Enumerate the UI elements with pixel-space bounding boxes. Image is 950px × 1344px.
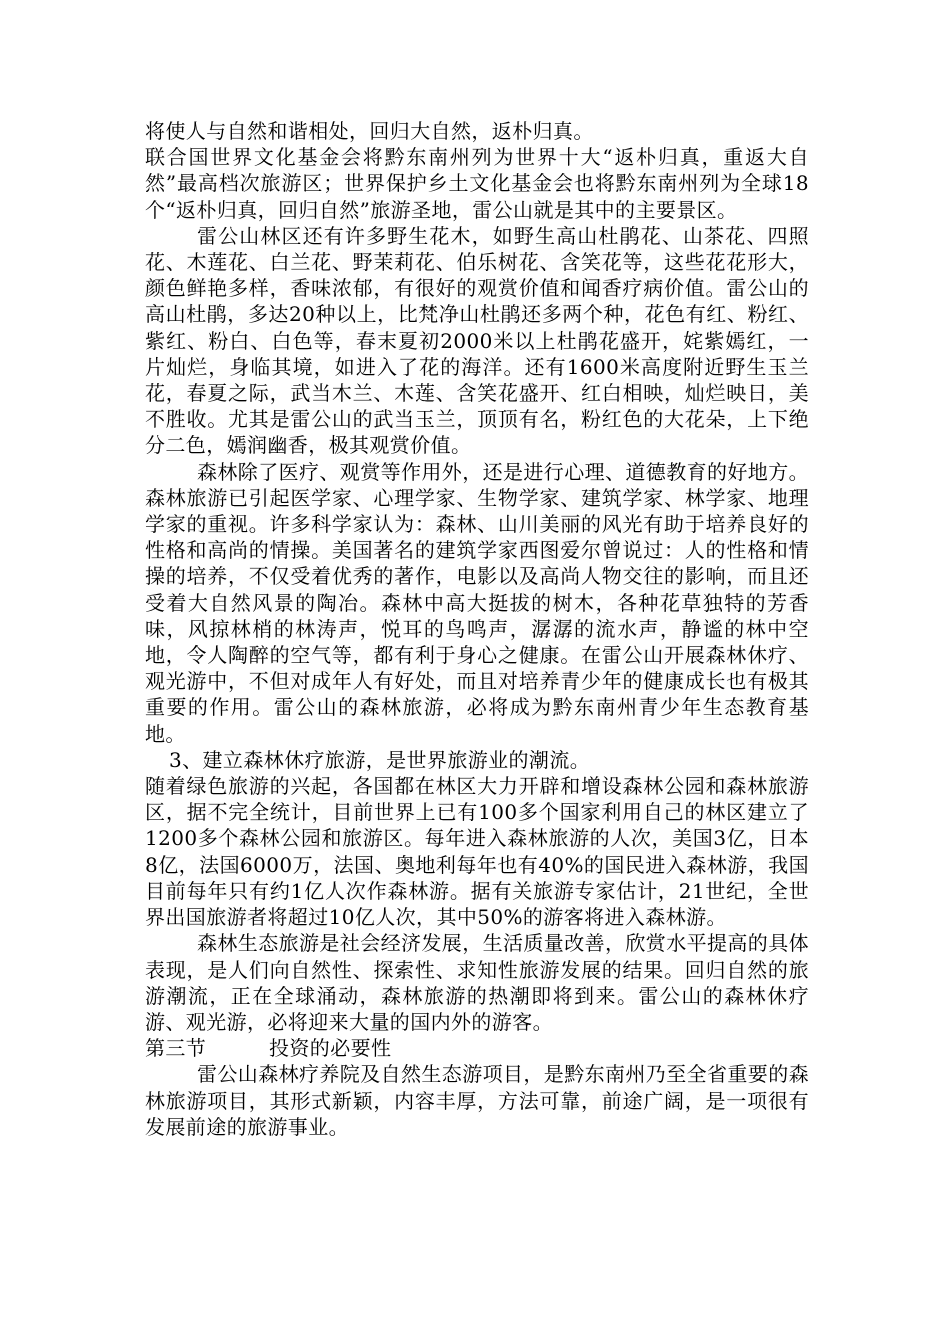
paragraph-3: 雷公山林区还有许多野生花木，如野生高山杜鹃花、山茶花、四照花、木莲花、白兰花、野茉莉花、伯乐树花、含笑花等，这些花花形大，颜色鲜艳多样，香味浓郁，有很好的观赏价值和闻香疗病价值。雷公山的高山杜鹃，多达20种以上，比梵净山杜鹃还多两个种，花色有红、粉红、紫红、粉白、白色等，春末夏初2000米以上杜鹃花盛开，姹紫嫣红，一片灿烂，身临其境，如进入了花的海洋。还有1600米高度附近野生玉兰花，春夏之际，武当木兰、木莲、含笑花盛开、红白相映，灿烂映日，美不胜收。尤其是雷公山的武当玉兰，顶顶有名，粉红色的大花朵，上下绝分二色，嫣润幽香，极其观赏价值。 bbox=[145, 223, 809, 458]
paragraph-7: 森林生态旅游是社会经济发展，生活质量改善，欣赏水平提高的具体表现，是人们向自然性、探索性、求知性旅游发展的结果。回归自然的旅游潮流，正在全球涌动，森林旅游的热潮即将到来。雷公山的森林休疗游、观光游，必将迎来大量的国内外的游客。 bbox=[145, 931, 809, 1034]
section-heading bbox=[145, 1035, 809, 1061]
section-title: 投资的必要性 bbox=[269, 1036, 392, 1061]
paragraph-4: 森林除了医疗、观赏等作用外，还是进行心理、道德教育的好地方。森林旅游已引起医学家、心理学家、生物学家、建筑学家、林学家、地理学家的重视。许多科学家认为：森林、山川美丽的风光有助于培养良好的性格和高尚的情操。美国著名的建筑学家西图爱尔曾说过：人的性格和情操的培养，不仅受着优秀的著作，电影以及高尚人物交往的影响，而且还受着大自然风景的陶冶。森林中高大挺拔的树木，各种花草独特的芳香味，风掠林梢的林涛声，悦耳的鸟鸣声，潺潺的流水声，静谧的林中空地，令人陶醉的空气等，都有利于身心之健康。在雷公山开展森林休疗、观光游中，不但对成年人有好处，而且对培养青少年的健康成长也有极其重要的作用。雷公山的森林旅游，必将成为黔东南州青少年生态教育基地。 bbox=[145, 459, 809, 746]
paragraph-final: 雷公山森林疗养院及自然生态游项目，是黔东南州乃至全省重要的森林旅游项目，其形式新颖，内容丰厚，方法可靠，前途广阔，是一项很有发展前途的旅游事业。 bbox=[145, 1062, 809, 1139]
paragraph-2: 联合国世界文化基金会将黔东南州列为世界十大“返朴归真，重返大自然”最高档次旅游区；世界保护乡土文化基金会也将黔东南州列为全球18个“返朴归真，回归自然”旅游圣地，雷公山就是其中的主要景区。 bbox=[145, 145, 809, 222]
paragraph-1: 将使人与自然和谐相处，回归大自然，返朴归真。 bbox=[145, 119, 594, 143]
numbered-subheading: 3、建立森林休疗旅游，是世界旅游业的潮流。 bbox=[169, 747, 591, 772]
section-number: 第三节 bbox=[145, 1036, 207, 1061]
document-page bbox=[145, 118, 809, 1140]
paragraph-6: 随着绿色旅游的兴起，各国都在林区大力开辟和增设森林公园和森林旅游区，据不完全统计，目前世界上已有100多个国家利用自己的林区建立了1200多个森林公园和旅游区。每年进入森林旅游的人次，美国3亿，日本8亿，法国6000万，法国、奥地利每年也有40%的国民进入森林游，我国目前每年只有约1亿人次作森林游。据有关旅游专家估计，21世纪，全世界出国旅游者将超过10亿人次，其中50%的游客将进入森林游。 bbox=[145, 774, 809, 930]
